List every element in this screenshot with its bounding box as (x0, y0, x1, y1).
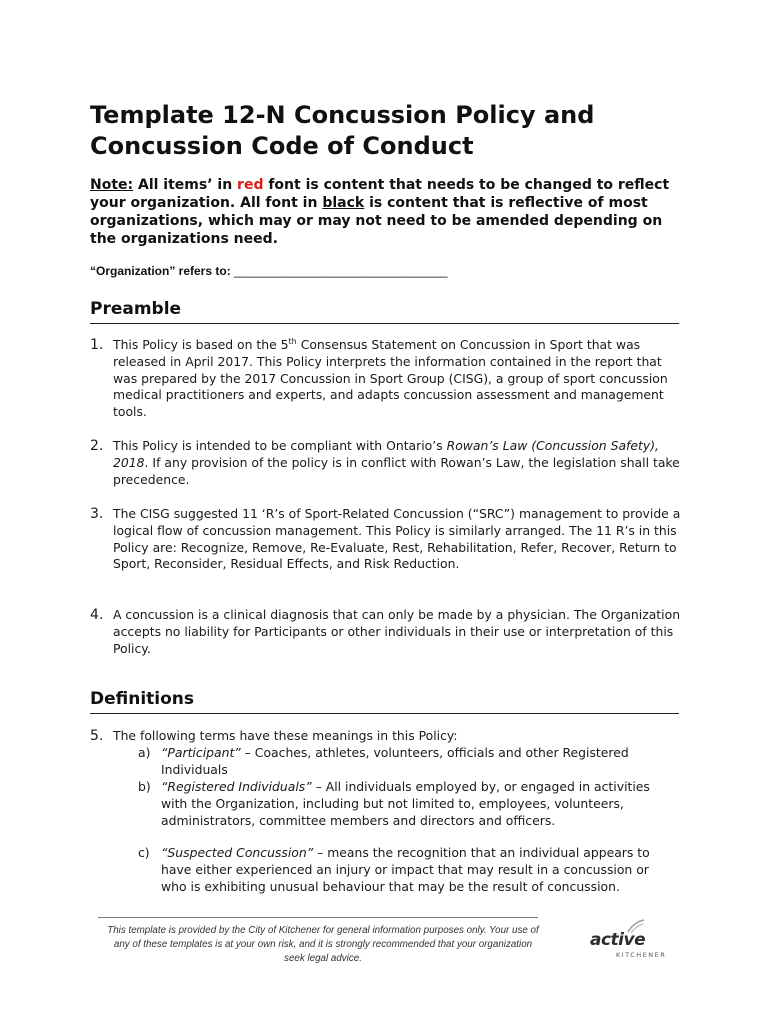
note-label: Note: (90, 177, 134, 193)
defined-term: “Registered Individuals” (161, 779, 312, 794)
item-text: The following terms have these meanings in this Policy: (113, 728, 458, 743)
preamble-item (90, 438, 685, 488)
preamble-heading: Preamble (90, 298, 679, 324)
preamble-item (90, 337, 685, 421)
item-number: 2. (90, 438, 104, 454)
note-red-word: red (237, 177, 264, 193)
footer-disclaimer: This template is provided by the City of Kitchener for general information purposes only. Your use of any of these templates is at your own risk, and it is strongly recommended that your organization seek legal advice. (107, 925, 539, 964)
item-number: 5. (90, 728, 104, 744)
note-text-1: All items’ in (133, 177, 238, 193)
definitions-item (90, 728, 685, 745)
subitem-letter: b) (138, 779, 151, 794)
preamble-item (90, 607, 685, 657)
item-text-part: This Policy is based on the 5 (113, 337, 289, 352)
note-black-word: black (322, 195, 365, 211)
item-text-part: Consensus Statement on Concussion in Sport that was released in April 2017. This Policy interprets the information contained in the report that was prepared by the 2017 Concussion in Sport Group (CISG), a group of sport concussion medical practitioners and experts, and adapts concussion assessment and management tools. (113, 337, 668, 420)
item-text (113, 337, 685, 421)
organization-reference (90, 264, 448, 278)
footer-divider (98, 917, 538, 918)
note-text-2: font is content that needs to be changed to reflect your organization. All font in (90, 177, 670, 211)
subitem-letter: c) (138, 845, 150, 860)
legislation-title: Rowan’s Law (Concussion Safety), 2018 (113, 438, 659, 470)
definition-text: – Coaches, athletes, volunteers, officials and other Registered Individuals (161, 745, 629, 777)
subitem-text (161, 745, 678, 779)
logo-wordmark: active (590, 930, 646, 950)
organization-reference-label: “Organization” refers to: (90, 264, 235, 278)
definition-text: – All individuals employed by, or engaged in activities with the Organization, including but not limited to, employees, volunteers, administrators, committee members and directors and officers. (161, 779, 650, 828)
ordinal-superscript: th (288, 336, 297, 346)
template-note (90, 176, 685, 248)
logo-subtext: KITCHENER (616, 951, 667, 959)
item-text: The CISG suggested 11 ‘R’s of Sport-Related Concussion (“SRC”) management to provide a logical flow of concussion management. This Policy is similarly arranged. The 11 R’s in this Policy are: Recognize, Remove, Re-Evaluate, Rest, Rehabilitation, Refer, Recover, Return to Sport, Reconsider, Residual Effects, and Risk Reduction. (113, 506, 681, 572)
defined-term: “Suspected Concussion” (161, 845, 314, 860)
item-number: 4. (90, 607, 104, 623)
subitem-text (161, 779, 678, 829)
preamble-item (90, 506, 685, 573)
subitem-text (161, 845, 678, 895)
item-text (113, 438, 685, 488)
definition-subitem (138, 779, 678, 829)
active-kitchener-logo (588, 918, 684, 964)
item-number: 1. (90, 337, 104, 353)
item-text-part: This Policy is intended to be compliant with Ontario’s (113, 438, 447, 453)
definition-subitem (138, 745, 678, 779)
item-number: 3. (90, 506, 104, 522)
definitions-heading: Definitions (90, 688, 679, 714)
subitem-letter: a) (138, 745, 151, 760)
item-text-part: . If any provision of the policy is in conflict with Rowan’s Law, the legislation shall take precedence. (113, 454, 680, 487)
definition-text: – means the recognition that an individual appears to have either experienced an injury or impact that may result in a concussion or who is exhibiting unusual behaviour that may be the result of concussion. (161, 845, 650, 894)
definition-subitem (138, 845, 678, 895)
page-title: Template 12-N Concussion Policy and Concussion Code of Conduct (90, 101, 595, 160)
defined-term: “Participant” (161, 745, 241, 760)
note-text-3: is content that is reflective of most organizations, which may or may not need to be amended depending on the organizations need. (90, 195, 663, 247)
item-text: A concussion is a clinical diagnosis that can only be made by a physician. The Organization accepts no liability for Participants or other individuals in their use or interpretation of this Policy. (113, 607, 681, 656)
organization-name-blank: ________________________________ (234, 264, 448, 278)
